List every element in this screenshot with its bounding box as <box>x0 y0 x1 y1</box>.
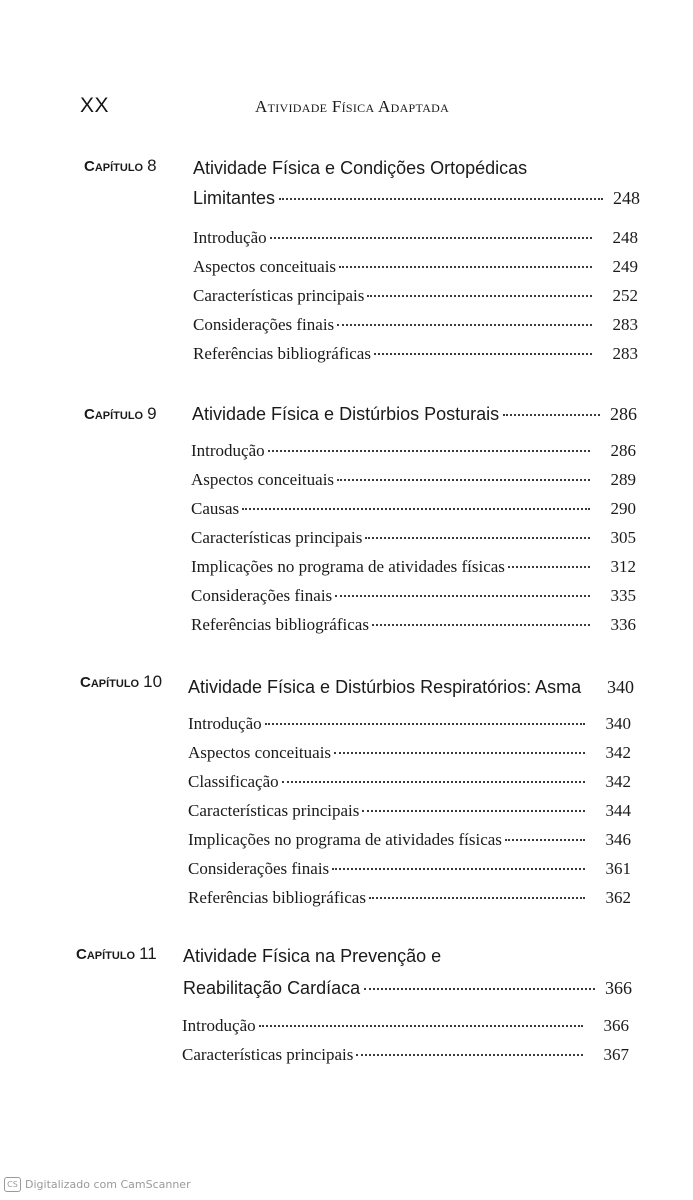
toc-entry[interactable]: Características principais 367 <box>182 1045 629 1064</box>
chapter-page: 286 <box>610 404 637 424</box>
toc-entry[interactable]: Classificação 342 <box>188 772 631 791</box>
scanner-watermark <box>4 1177 191 1192</box>
chapter-number: 11 <box>139 944 157 963</box>
chapter-title-line[interactable]: Atividade Física e Distúrbios Posturais 286 <box>192 404 637 424</box>
chapter-title-line[interactable]: Atividade Física e Distúrbios Respiratórios: Asma 340 <box>188 677 634 697</box>
toc-entry[interactable]: Introdução 286 <box>191 441 636 460</box>
chapter-label: Capítulo 11 <box>76 944 157 963</box>
chapter-number: 10 <box>143 672 163 691</box>
toc-entry[interactable]: Aspectos conceituais 342 <box>188 743 631 762</box>
book-title: Atividade Física Adaptada <box>255 97 450 116</box>
leader-dots <box>503 414 600 416</box>
chapter-page: 340 <box>607 677 634 697</box>
toc-entry[interactable]: Aspectos conceituais 289 <box>191 470 636 489</box>
toc-entry[interactable]: Considerações finais 283 <box>193 315 638 334</box>
chapter-title: Atividade Física e Condições Ortopédicas <box>193 158 528 178</box>
toc-entry[interactable]: Introdução 340 <box>188 714 631 733</box>
toc-entry[interactable]: Considerações finais 335 <box>191 586 636 605</box>
toc-entry[interactable]: Características principais 252 <box>193 286 638 305</box>
toc-entry[interactable]: Referências bibliográficas 336 <box>191 615 636 634</box>
toc-entry[interactable]: Referências bibliográficas 362 <box>188 888 631 907</box>
chapter-page: 248 <box>613 188 640 208</box>
page-number: XX <box>80 94 110 117</box>
leader-dots <box>279 198 603 200</box>
toc-entry[interactable]: Referências bibliográficas 283 <box>193 344 638 363</box>
leader-dots <box>364 988 595 990</box>
chapter-label: Capítulo 9 <box>84 404 157 423</box>
chapter-title-line[interactable]: Reabilitação Cardíaca 366 <box>183 978 632 998</box>
chapter-page: 366 <box>605 978 632 998</box>
toc-entry[interactable]: Introdução 366 <box>182 1016 629 1035</box>
toc-entry[interactable]: Introdução 248 <box>193 228 638 247</box>
watermark-text: Digitalizado com CamScanner <box>25 1178 191 1191</box>
toc-entry[interactable]: Causas 290 <box>191 499 636 518</box>
toc-entry[interactable]: Implicações no programa de atividades físicas 312 <box>191 557 636 576</box>
chapter-number: 9 <box>147 404 157 423</box>
toc-entry[interactable]: Características principais 344 <box>188 801 631 820</box>
toc-entry[interactable]: Implicações no programa de atividades físicas 346 <box>188 830 631 849</box>
chapter-number: 8 <box>147 156 157 175</box>
chapter-label: Capítulo 10 <box>80 672 163 691</box>
toc-entry[interactable]: Considerações finais 361 <box>188 859 631 878</box>
toc-entry[interactable]: Características principais 305 <box>191 528 636 547</box>
chapter-label: Capítulo 8 <box>84 156 157 175</box>
toc-entry[interactable]: Aspectos conceituais 249 <box>193 257 638 276</box>
chapter-title-line[interactable]: Limitantes 248 <box>193 188 640 208</box>
chapter-title: Atividade Física na Prevenção e <box>183 946 442 966</box>
camscanner-logo-icon: CS <box>4 1177 21 1192</box>
running-header <box>80 94 640 118</box>
